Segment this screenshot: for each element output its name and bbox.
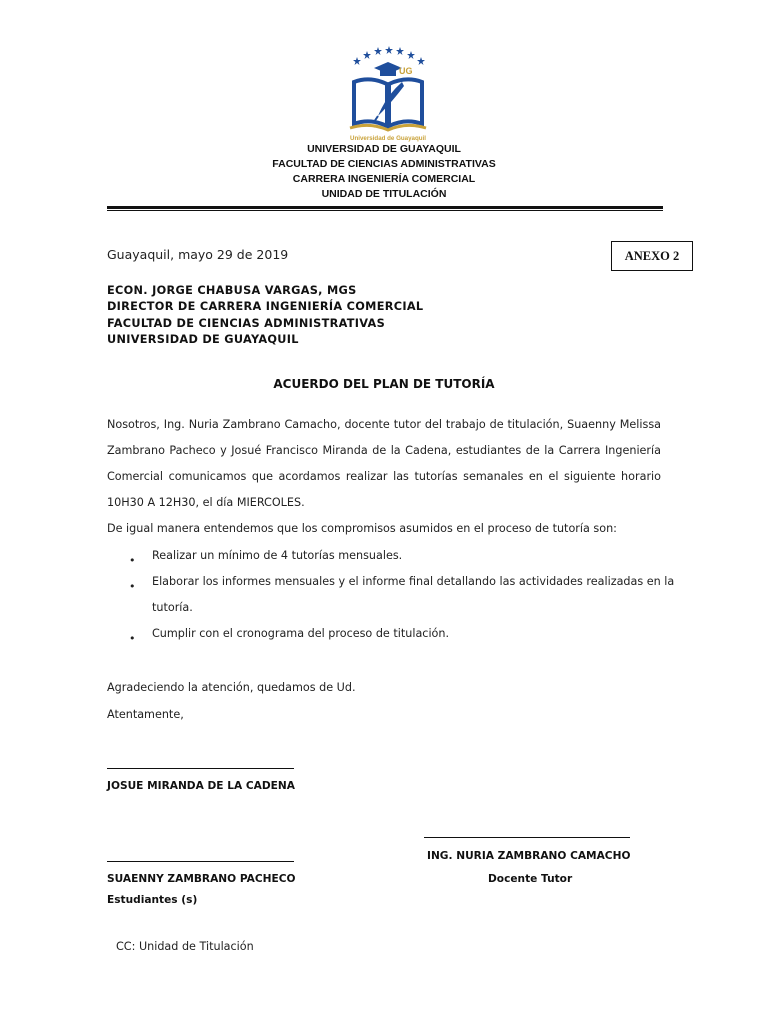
bullet-dot-icon: •	[129, 632, 136, 645]
bullet-dot-icon: •	[129, 554, 136, 567]
signature-line-tutor	[424, 837, 630, 838]
paragraph-1-line-1: Nosotros, Ing. Nuria Zambrano Camacho, docente tutor del trabajo de titulación, Suaenny Melissa	[107, 418, 661, 431]
bullet-2-text-line-1: Elaborar los informes mensuales y el informe final detallando las actividades realizadas en la	[152, 575, 675, 588]
paragraph-1-line-2: Zambrano Pacheco y Josué Francisco Miranda de la Cadena, estudiantes de la Carrera Ingeniería	[107, 444, 661, 457]
closing-regards: Atentamente,	[107, 708, 184, 721]
signature-line-student-1	[107, 768, 294, 769]
header-rule-thick	[107, 206, 663, 209]
paragraph-2: De igual manera entendemos que los compromisos asumidos en el proceso de tutoría son:	[107, 522, 617, 535]
annex-badge	[611, 241, 693, 271]
signature-name-student-1: JOSUE MIRANDA DE LA CADENA	[107, 780, 295, 792]
bullet-2	[129, 575, 136, 594]
addressee-faculty: FACULTAD DE CIENCIAS ADMINISTRATIVAS	[107, 317, 386, 330]
paragraph-1-line-3: Comercial comunicamos que acordamos realizar las tutorías semanales en el siguiente horario	[107, 470, 661, 483]
addressee-name: ECON. JORGE CHABUSA VARGAS, MGS	[107, 284, 357, 297]
bullet-1	[129, 549, 136, 568]
bullet-2-text-line-2: tutoría.	[152, 601, 193, 614]
closing-thanks: Agradeciendo la atención, quedamos de Ud.	[107, 681, 356, 694]
addressee-university: UNIVERSIDAD DE GUAYAQUIL	[107, 333, 299, 346]
bullet-1-text: Realizar un mínimo de 4 tutorías mensuales.	[152, 549, 403, 562]
bullet-3-text: Cumplir con el cronograma del proceso de titulación.	[152, 627, 450, 640]
university-logo	[346, 44, 430, 142]
svg-text:Universidad de Guayaquil: Universidad de Guayaquil	[350, 135, 426, 142]
svg-text:UG: UG	[399, 66, 413, 76]
document-title: ACUERDO DEL PLAN DE TUTORÍA	[273, 377, 495, 391]
header-career: CARRERA INGENIERÍA COMERCIAL	[292, 173, 476, 185]
signature-name-student-2: SUAENNY ZAMBRANO PACHECO	[107, 873, 296, 885]
addressee-position: DIRECTOR DE CARRERA INGENIERÍA COMERCIAL	[107, 300, 424, 313]
signature-line-student-2	[107, 861, 294, 862]
header-unit: UNIDAD DE TITULACIÓN	[321, 188, 447, 200]
header-university: UNIVERSIDAD DE GUAYAQUIL	[307, 143, 461, 155]
signature-name-tutor: ING. NURIA ZAMBRANO CAMACHO	[427, 850, 631, 862]
annex-label: ANEXO 2	[624, 248, 680, 263]
paragraph-1-line-4: 10H30 A 12H30, el día MIERCOLES.	[107, 496, 305, 509]
cc-line: CC: Unidad de Titulación	[116, 940, 254, 953]
header-faculty: FACULTAD DE CIENCIAS ADMINISTRATIVAS	[272, 158, 496, 170]
bullet-dot-icon: •	[129, 580, 136, 593]
place-date: Guayaquil, mayo 29 de 2019	[107, 247, 289, 262]
book-quill-emblem-icon	[346, 44, 430, 142]
header-rule-thin	[107, 210, 663, 211]
students-caption: Estudiantes (s)	[107, 894, 198, 906]
signature-role-tutor: Docente Tutor	[488, 873, 573, 885]
bullet-3	[129, 627, 136, 646]
